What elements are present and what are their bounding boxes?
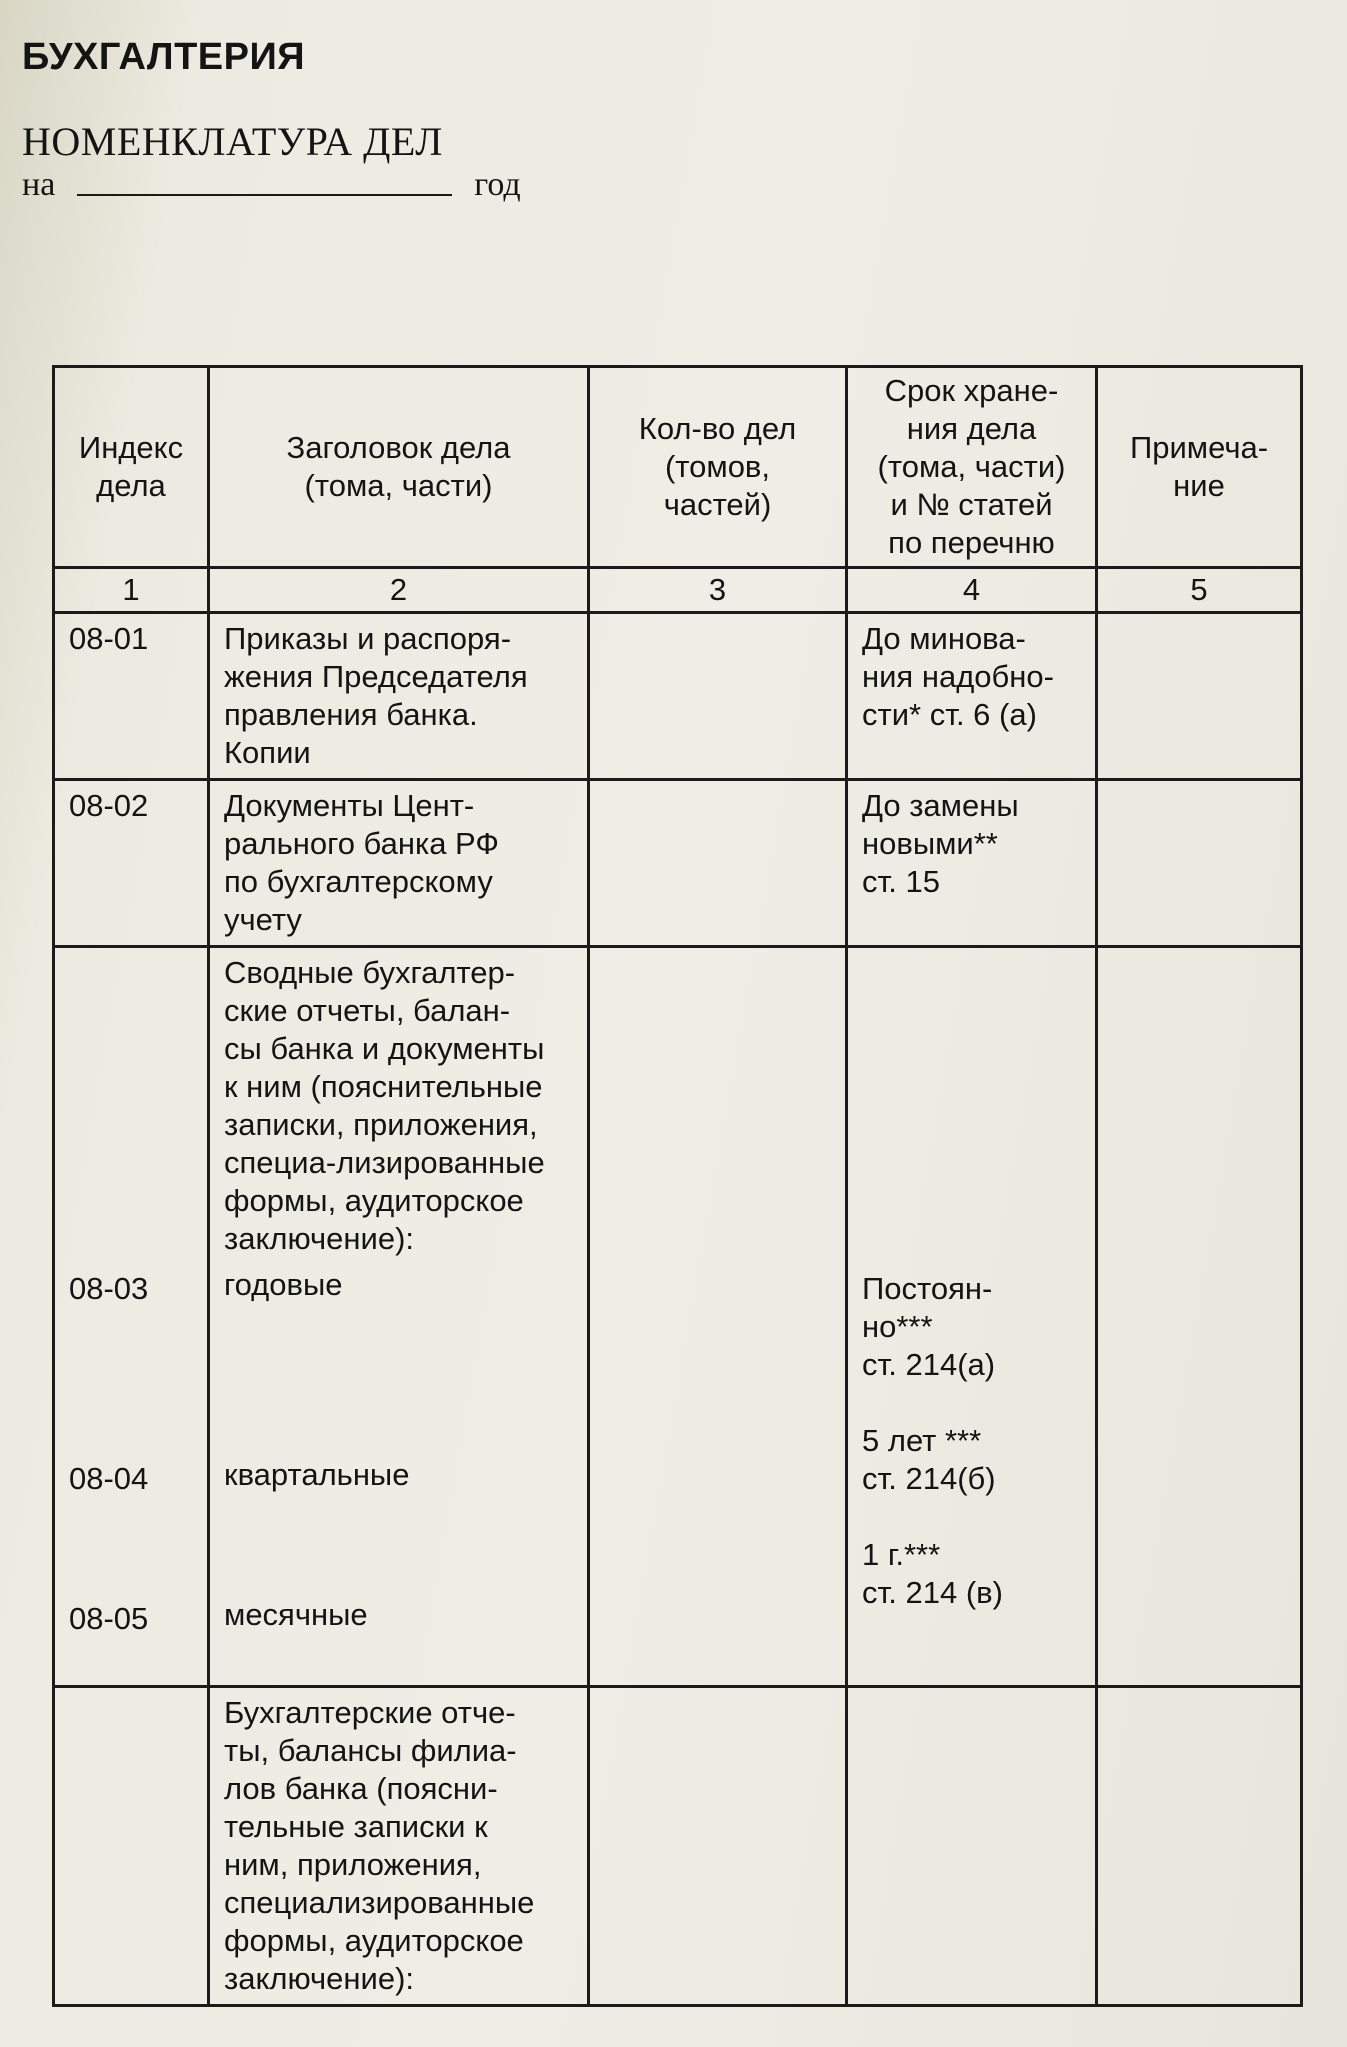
col-header-note-label: Примеча- ние — [1129, 430, 1269, 503]
case-term: 1 г.*** ст. 214 (в) — [862, 1537, 1003, 1610]
case-title: Бухгалтерские отче- ты, балансы филиа- лов банка (поясни- тельные записки к ним, приложения, специализированные формы, аудиторское заключение): — [209, 1687, 589, 2006]
case-title: Приказы и распоря- жения Председателя правления банка. Копии — [209, 613, 589, 780]
group-index-cell — [54, 947, 209, 1687]
year-line — [22, 166, 521, 204]
col-header-term-label: Срок хране- ния дела (тома, части) и № статей по перечню — [877, 373, 1066, 560]
col-header-count — [589, 367, 847, 568]
col-number: 3 — [589, 568, 847, 613]
col-header-term — [847, 367, 1097, 568]
document-title: НОМЕНКЛАТУРА ДЕЛ — [22, 119, 443, 164]
case-note[interactable] — [1097, 947, 1302, 1687]
col-header-note — [1097, 367, 1302, 568]
case-term: Постоян- но*** ст. 214(а) — [862, 1271, 996, 1382]
case-count[interactable] — [589, 1687, 847, 2006]
case-title: годовые — [224, 1267, 343, 1302]
case-index — [54, 1687, 209, 2006]
col-header-count-label: Кол-во дел (томов, частей) — [638, 411, 797, 522]
case-index: 08-01 — [54, 613, 209, 780]
table-row — [54, 780, 1302, 947]
col-header-title-label: Заголовок дела (тома, части) — [286, 430, 511, 503]
case-index: 08-04 — [69, 1461, 149, 1496]
year-blank-field[interactable] — [77, 193, 452, 196]
case-index: 08-03 — [69, 1271, 149, 1306]
column-number-row — [54, 568, 1302, 613]
group-title-cell — [209, 947, 589, 1687]
case-title: месячные — [224, 1597, 368, 1632]
case-term: До минова- ния надобно- сти* ст. 6 (а) — [847, 613, 1097, 780]
case-title: квартальные — [224, 1457, 410, 1492]
group-term-cell — [847, 947, 1097, 1687]
col-header-index-label: Индекс дела — [78, 430, 184, 503]
table-header-row — [54, 367, 1302, 568]
case-index: 08-02 — [54, 780, 209, 947]
col-number: 1 — [54, 568, 209, 613]
col-header-index — [54, 367, 209, 568]
col-number: 2 — [209, 568, 589, 613]
case-term — [847, 1687, 1097, 2006]
table-row-group — [54, 947, 1302, 1687]
col-number: 4 — [847, 568, 1097, 613]
nomenclature-table — [52, 365, 1303, 2007]
case-title: Документы Цент- рального банка РФ по бухгалтерскому учету — [209, 780, 589, 947]
group-title: Сводные бухгалтер- ские отчеты, балан- сы банка и документы к ним (пояснительные записки, приложения, специа-лизированные формы, аудиторское заключение): — [224, 955, 545, 1256]
year-prefix: на — [22, 166, 56, 203]
case-count[interactable] — [589, 780, 847, 947]
case-count[interactable] — [589, 613, 847, 780]
case-count[interactable] — [589, 947, 847, 1687]
col-number: 5 — [1097, 568, 1302, 613]
case-term: До замены новыми** ст. 15 — [847, 780, 1097, 947]
case-note[interactable] — [1097, 1687, 1302, 2006]
table-row — [54, 1687, 1302, 2006]
year-suffix: год — [474, 166, 521, 203]
case-note[interactable] — [1097, 780, 1302, 947]
col-header-title — [209, 367, 589, 568]
table-row — [54, 613, 1302, 780]
case-index: 08-05 — [69, 1601, 149, 1636]
case-term: 5 лет *** ст. 214(б) — [862, 1423, 996, 1496]
department-heading: БУХГАЛТЕРИЯ — [22, 36, 306, 78]
case-note[interactable] — [1097, 613, 1302, 780]
